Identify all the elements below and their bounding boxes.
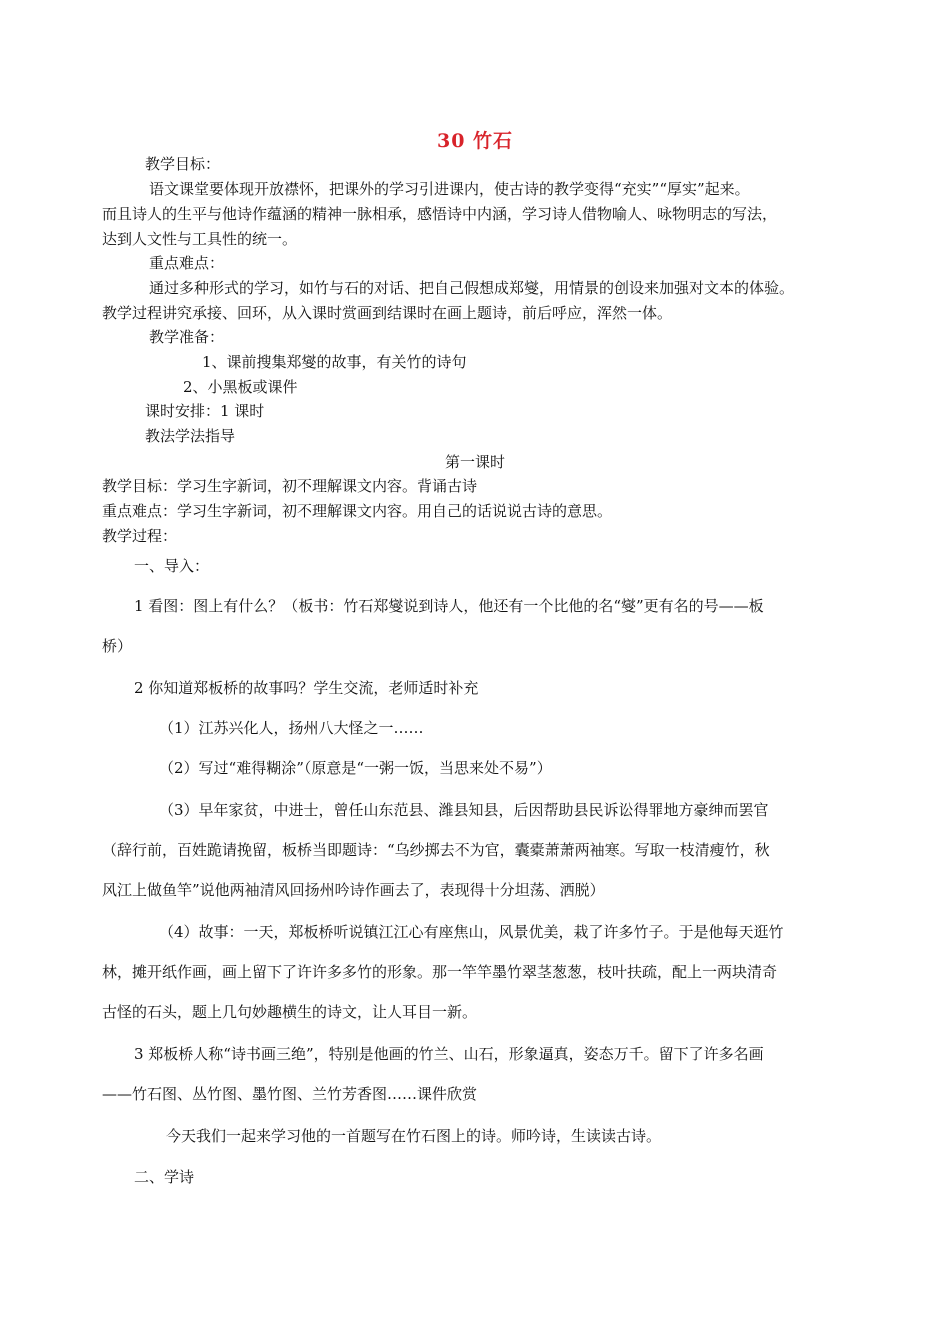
- list-item: （4）故事：一天，郑板桥听说镇江江心有座焦山，风景优美，栽了许多竹子。于是他每天逛竹: [159, 923, 784, 941]
- list-item: 林，摊开纸作画，画上留下了许许多多竹的形象。那一竿竿墨竹翠茎葱葱，枝叶扶疏，配上一两块清奇: [102, 963, 778, 981]
- schedule: 课时安排：1 课时: [145, 402, 265, 420]
- lesson-heading: 第一课时: [444, 453, 505, 471]
- section-heading: 二、学诗: [134, 1168, 195, 1186]
- prep-label: 教学准备：: [149, 328, 225, 346]
- section-heading: 一、导入：: [134, 557, 210, 575]
- lesson-title: 30 竹石: [436, 130, 514, 152]
- paragraph-line: 3 郑板桥人称“诗书画三绝”，特别是他画的竹兰、山石，形象逼真，姿态万千。留下了许多名画: [134, 1045, 764, 1063]
- method-heading: 教法学法指导: [145, 427, 236, 445]
- lesson-goal: 教学目标：学习生字新词，初不理解课文内容。背诵古诗: [102, 477, 478, 495]
- paragraph-line: 2 你知道郑板桥的故事吗？学生交流，老师适时补充: [134, 679, 479, 697]
- goal-label: 教学目标：: [145, 155, 221, 173]
- list-item: 风江上做鱼竿”说他两袖清风回扬州吟诗作画去了，表现得十分坦荡、洒脱）: [102, 881, 605, 899]
- prep-item: 1、课前搜集郑燮的故事，有关竹的诗句: [202, 353, 467, 371]
- list-item: （辞行前，百姓跪请挽留，板桥当即题诗：“乌纱掷去不为官，囊橐萧萧两袖寒。写取一枝清瘦竹，秋: [102, 841, 770, 859]
- paragraph-line: 桥）: [102, 637, 133, 655]
- goal-line: 语文课堂要体现开放襟怀，把课外的学习引进课内，使古诗的教学变得“充实”“厚实”起来。: [149, 180, 750, 198]
- process-label: 教学过程：: [102, 527, 178, 545]
- goal-line: 而且诗人的生平与他诗作蕴涵的精神一脉相承，感悟诗中内涵，学习诗人借物喻人、咏物明志的写法，: [102, 205, 778, 223]
- prep-item: 2、小黑板或课件: [183, 378, 298, 396]
- list-item: 古怪的石头，题上几句妙趣横生的诗文，让人耳目一新。: [102, 1003, 478, 1021]
- paragraph-line: 1 看图：图上有什么？（板书：竹石郑燮说到诗人，他还有一个比他的名“燮”更有名的号——板: [134, 597, 764, 615]
- goal-line: 达到人文性与工具性的统一。: [102, 230, 298, 248]
- paragraph-line: 今天我们一起来学习他的一首题写在竹石图上的诗。师吟诗，生读读古诗。: [166, 1127, 662, 1145]
- difficulty-line: 教学过程讲究承接、回环，从入课时赏画到结课时在画上题诗，前后呼应，浑然一体。: [102, 304, 673, 322]
- lesson-difficulty: 重点难点：学习生字新词，初不理解课文内容。用自己的话说说古诗的意思。: [102, 502, 613, 520]
- paragraph-line: ——竹石图、丛竹图、墨竹图、兰竹芳香图……课件欣赏: [102, 1085, 478, 1103]
- list-item: （2）写过“难得糊涂”（原意是“一粥一饭，当思来处不易”）: [159, 759, 552, 777]
- difficulty-line: 通过多种形式的学习，如竹与石的对话、把自己假想成郑燮，用情景的创设来加强对文本的体验。: [149, 279, 795, 297]
- difficulty-label: 重点难点：: [149, 254, 225, 272]
- list-item: （1）江苏兴化人，扬州八大怪之一……: [159, 719, 424, 737]
- list-item: （3）早年家贫，中进士，曾任山东范县、潍县知县，后因帮助县民诉讼得罪地方豪绅而罢官: [159, 801, 769, 819]
